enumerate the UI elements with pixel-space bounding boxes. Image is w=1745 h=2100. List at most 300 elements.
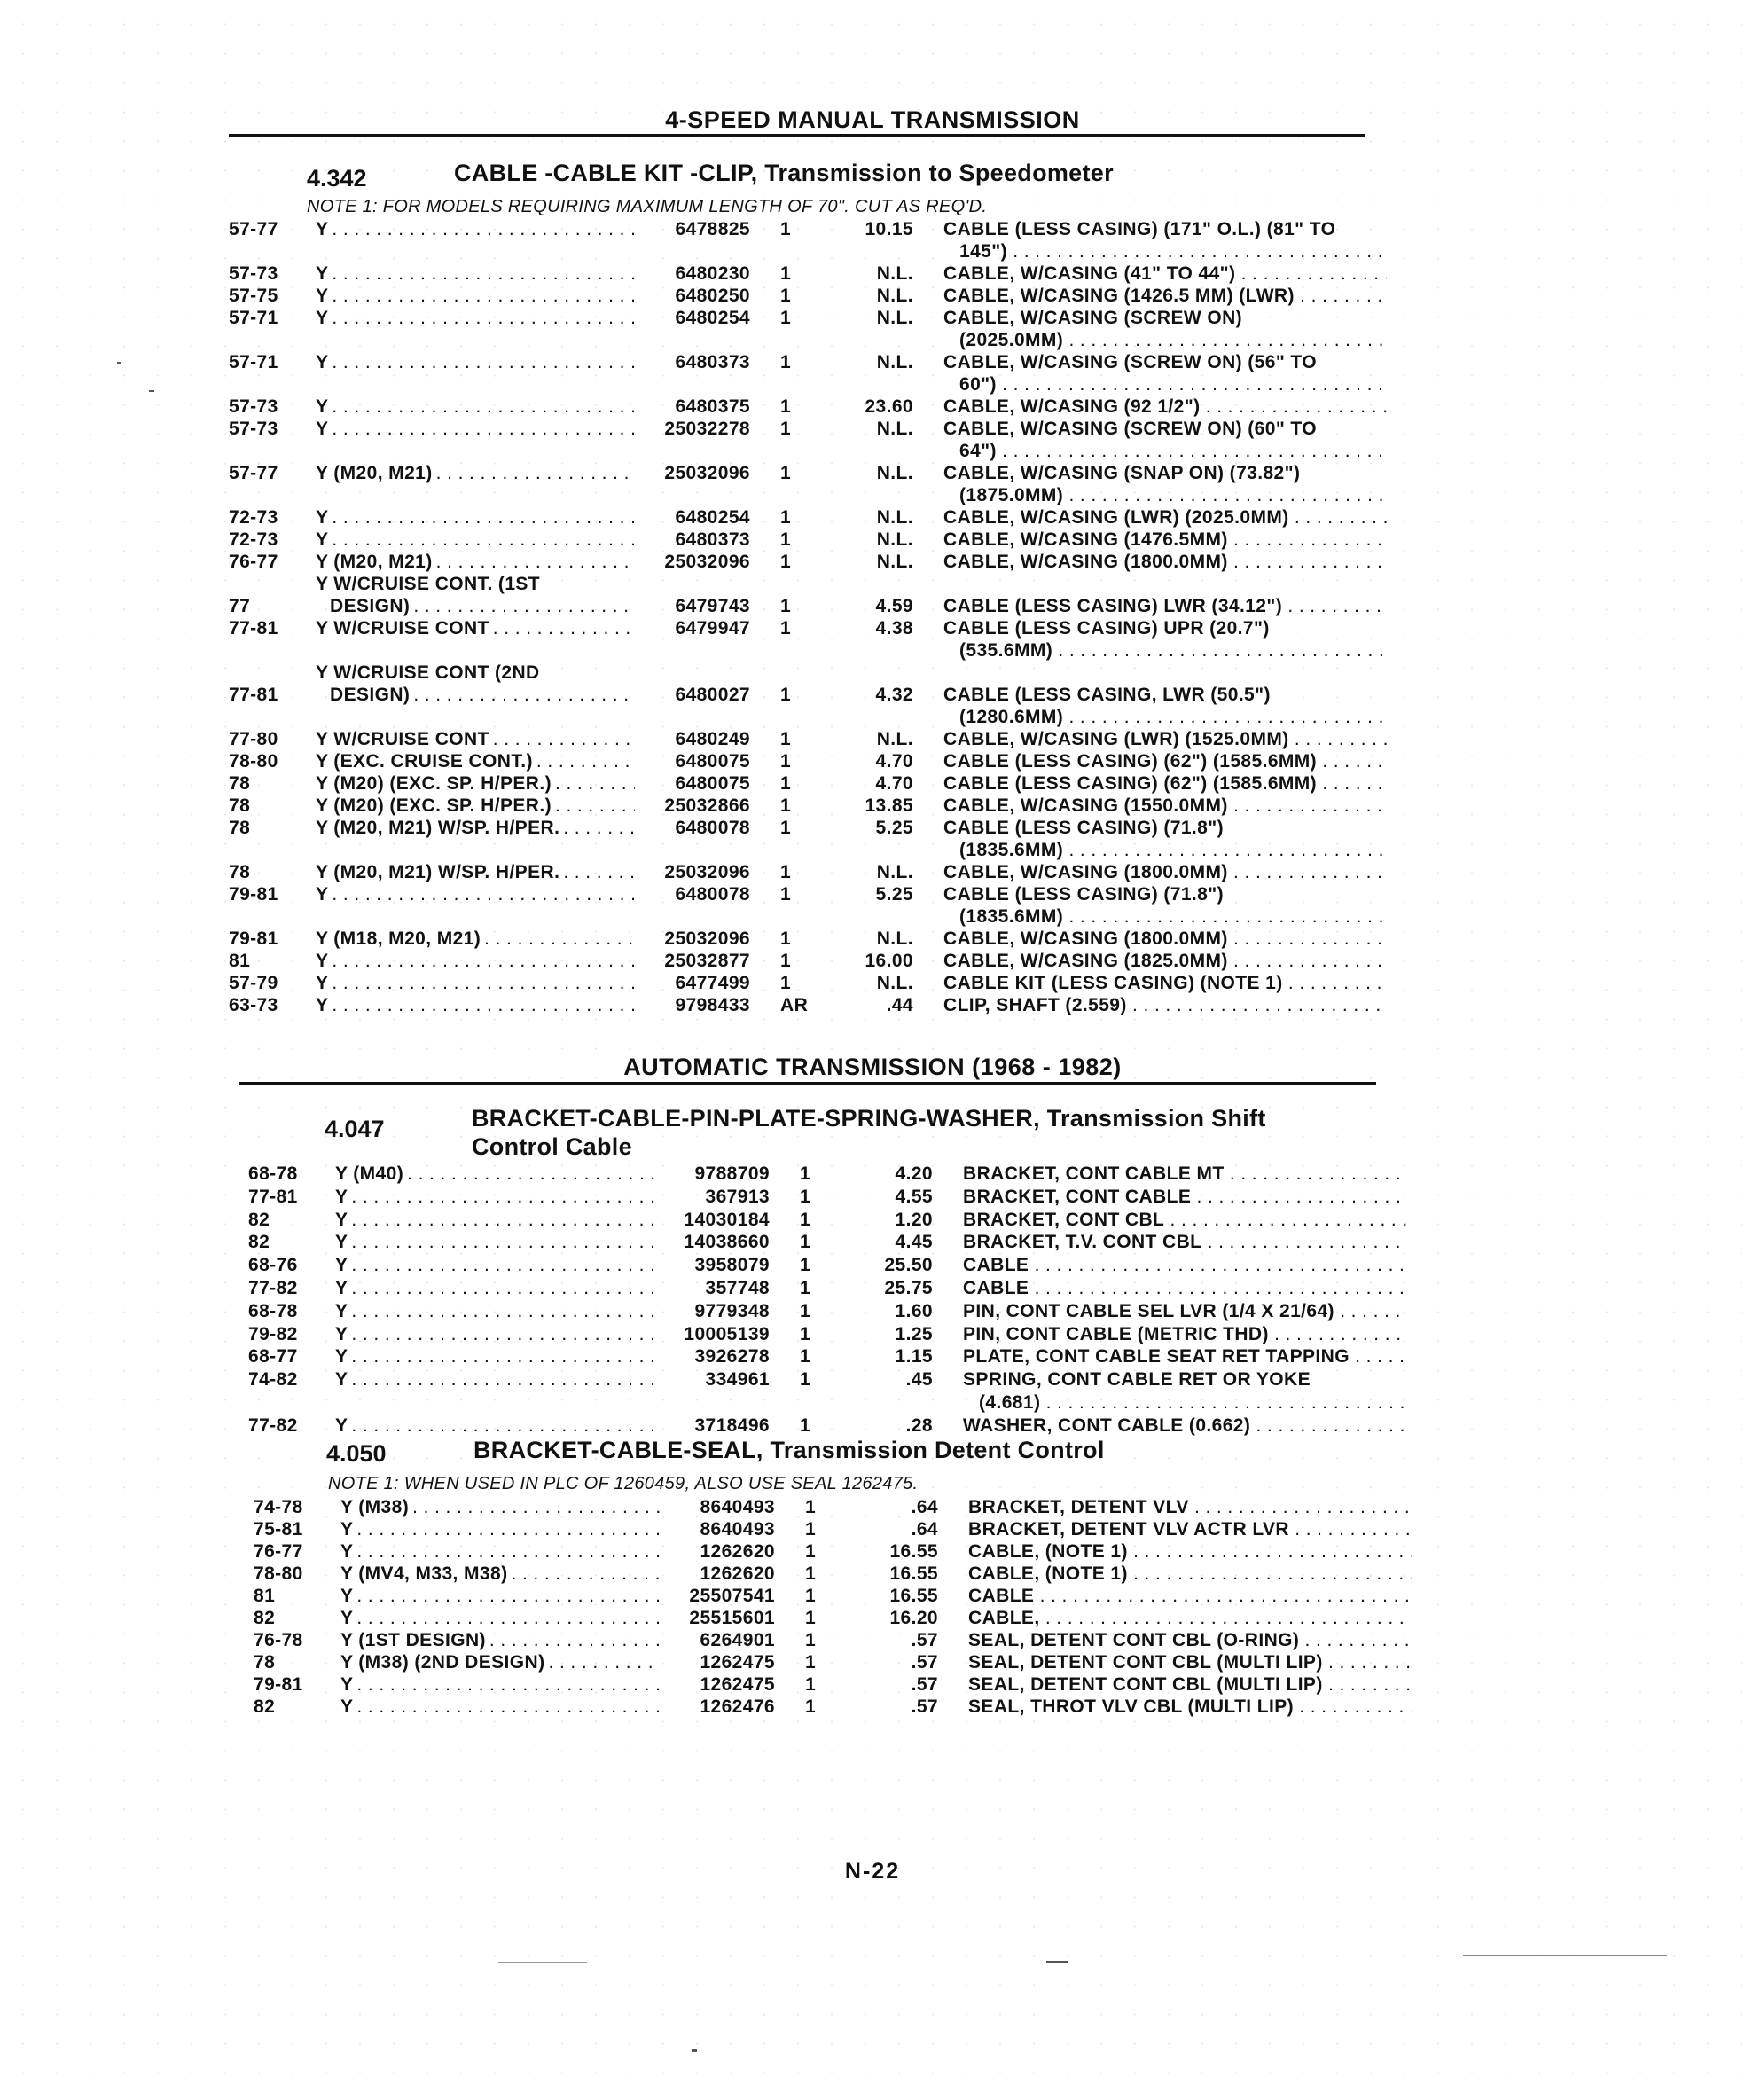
quantity: 1 bbox=[780, 773, 792, 794]
quantity: 1 bbox=[780, 618, 792, 639]
application bbox=[316, 929, 635, 950]
application bbox=[340, 1696, 660, 1718]
subsection-number-4342: 4.342 bbox=[307, 165, 367, 192]
description: CABLE, (NOTE 1) . . . bbox=[968, 1541, 1412, 1563]
table-row bbox=[0, 1301, 1745, 1324]
description: BRACKET, CONT CABLE MT . . . bbox=[963, 1164, 1406, 1185]
part-number: 25032877 bbox=[664, 951, 750, 971]
part-number: 6480250 bbox=[675, 286, 750, 306]
part-number: 1262475 bbox=[700, 1674, 775, 1695]
application-text: Y bbox=[340, 1586, 356, 1606]
part-number: 14038660 bbox=[684, 1232, 770, 1253]
page-number: N-22 bbox=[844, 1859, 901, 1884]
description: CABLE (LESS CASING) LWR (34.12") . . . bbox=[943, 596, 1387, 617]
year-range: 57-71 bbox=[229, 308, 278, 328]
description-cont: (1835.6MM) . . . bbox=[959, 840, 1387, 861]
subsection-title-4050: BRACKET-CABLE-SEAL, Transmission Detent Control bbox=[473, 1437, 1105, 1463]
part-number: 9779348 bbox=[694, 1300, 770, 1321]
application bbox=[316, 795, 635, 817]
application-text: Y bbox=[316, 973, 332, 993]
table-row bbox=[0, 1696, 1745, 1719]
application-text: Y bbox=[335, 1232, 351, 1252]
year-range: 78-80 bbox=[229, 751, 278, 772]
application-text: Y (MV4, M33, M38) bbox=[340, 1563, 511, 1584]
application bbox=[340, 1519, 660, 1540]
description: CABLE (LESS CASING, LWR (50.5") bbox=[943, 685, 1271, 705]
year-range: 81 bbox=[254, 1586, 276, 1606]
price: 1.15 bbox=[895, 1346, 933, 1367]
table-row bbox=[0, 1541, 1745, 1563]
year-range: 68-78 bbox=[248, 1300, 298, 1321]
price: 5.25 bbox=[875, 884, 913, 905]
description: CABLE, W/CASING (SCREW ON) (56" TO bbox=[943, 352, 1318, 372]
description: BRACKET, T.V. CONT CBL . . . bbox=[963, 1232, 1406, 1253]
table-row bbox=[0, 751, 1745, 773]
price: N.L. bbox=[876, 552, 913, 572]
part-number: 6480078 bbox=[675, 818, 750, 838]
subsection-number-4047: 4.047 bbox=[325, 1116, 385, 1142]
application bbox=[316, 751, 635, 772]
quantity: 1 bbox=[780, 263, 792, 284]
year-range: 77-80 bbox=[229, 729, 278, 749]
year-range: 79-81 bbox=[229, 884, 278, 905]
quantity: 1 bbox=[800, 1414, 811, 1436]
description: CABLE, W/CASING (1800.0MM) . . . bbox=[943, 929, 1387, 950]
application bbox=[335, 1255, 654, 1276]
application bbox=[335, 1324, 654, 1345]
application-text: Y bbox=[335, 1187, 351, 1207]
application-text: Y bbox=[340, 1696, 356, 1717]
year-range: 78-80 bbox=[254, 1563, 303, 1584]
quantity: 1 bbox=[805, 1608, 817, 1628]
price: .44 bbox=[886, 995, 913, 1015]
price: N.L. bbox=[876, 862, 913, 882]
application bbox=[316, 219, 635, 240]
application-text: Y (M20, M21) W/SP. H/PER. bbox=[316, 818, 563, 838]
application-text: Y W/CRUISE CONT (2ND bbox=[316, 662, 540, 683]
application bbox=[340, 1674, 660, 1696]
price: 1.60 bbox=[895, 1300, 933, 1321]
application-text: Y (EXC. CRUISE CONT.) bbox=[316, 751, 536, 772]
part-number: 6480249 bbox=[675, 729, 750, 749]
application-text: Y bbox=[316, 352, 332, 372]
table-row bbox=[0, 929, 1745, 951]
year-range: 76-78 bbox=[254, 1630, 303, 1650]
table-row bbox=[0, 1164, 1745, 1187]
quantity: 1 bbox=[780, 507, 792, 528]
description: CABLE (LESS CASING) (71.8") bbox=[943, 884, 1224, 905]
quantity: 1 bbox=[780, 729, 792, 749]
application-text: Y (M38) (2ND DESIGN) bbox=[340, 1652, 548, 1673]
table-row bbox=[0, 1415, 1745, 1438]
description: CABLE . . . bbox=[963, 1278, 1406, 1299]
part-number: 25032866 bbox=[664, 795, 750, 816]
application-text: Y (M20) (EXC. SP. H/PER.) bbox=[316, 773, 555, 794]
quantity: 1 bbox=[805, 1563, 817, 1584]
application-text: Y bbox=[335, 1324, 351, 1344]
table-row bbox=[0, 1346, 1745, 1369]
description: PLATE, CONT CABLE SEAT RET TAPPING . . . bbox=[963, 1346, 1406, 1367]
section-rule-manual bbox=[229, 134, 1365, 137]
description: BRACKET, CONT CBL . . . bbox=[963, 1210, 1406, 1231]
part-number: 3926278 bbox=[694, 1346, 770, 1367]
year-range: 77-81 bbox=[229, 618, 278, 639]
table-row bbox=[0, 1608, 1745, 1630]
table-row bbox=[0, 419, 1745, 461]
description: CABLE, W/CASING (1800.0MM) . . . bbox=[943, 552, 1387, 573]
description-cont: 60") . . . bbox=[959, 374, 1387, 396]
application bbox=[316, 618, 635, 639]
table-row bbox=[0, 884, 1745, 927]
application-text: Y bbox=[316, 419, 332, 439]
price: 1.25 bbox=[895, 1323, 933, 1344]
quantity: 1 bbox=[800, 1278, 811, 1298]
application-text: Y (1ST DESIGN) bbox=[340, 1630, 489, 1650]
application-text: Y (M20, M21) W/SP. H/PER. bbox=[316, 862, 563, 882]
scan-speck bbox=[1046, 1961, 1068, 1963]
table-row bbox=[0, 1232, 1745, 1255]
application-text: Y bbox=[335, 1369, 351, 1390]
price: .64 bbox=[911, 1519, 938, 1540]
subsection-title-4047: BRACKET-CABLE-PIN-PLATE-SPRING-WASHER, Transmission Shift bbox=[472, 1105, 1266, 1132]
year-range: 78 bbox=[229, 773, 251, 794]
price: N.L. bbox=[876, 973, 913, 993]
application-text: Y (M20, M21) bbox=[316, 463, 436, 483]
year-range: 77 bbox=[229, 596, 251, 616]
price: N.L. bbox=[876, 308, 913, 328]
year-range: 63-73 bbox=[229, 995, 278, 1015]
description: CABLE (LESS CASING) (62") (1585.6MM) . . . bbox=[943, 751, 1387, 772]
part-number: 6480075 bbox=[675, 751, 750, 772]
table-row bbox=[0, 1674, 1745, 1696]
table-row bbox=[0, 552, 1745, 574]
application bbox=[335, 1210, 654, 1231]
year-range: 57-73 bbox=[229, 263, 278, 284]
description: BRACKET, DETENT VLV ACTR LVR . . . bbox=[968, 1519, 1412, 1540]
quantity: 1 bbox=[805, 1652, 817, 1673]
table-row bbox=[0, 773, 1745, 795]
part-number: 1262475 bbox=[700, 1652, 775, 1673]
application-text: Y bbox=[316, 884, 332, 905]
application bbox=[335, 1278, 654, 1299]
application-cont-text: DESIGN) bbox=[330, 596, 413, 616]
application bbox=[316, 862, 635, 883]
application-text: Y bbox=[316, 507, 332, 528]
application bbox=[335, 1232, 654, 1253]
application bbox=[316, 529, 635, 551]
quantity: AR bbox=[780, 995, 809, 1015]
price: 10.15 bbox=[865, 219, 913, 239]
price: .45 bbox=[905, 1369, 933, 1391]
price: 4.55 bbox=[895, 1186, 933, 1207]
price: 4.45 bbox=[895, 1232, 933, 1253]
table-row bbox=[0, 862, 1745, 884]
quantity: 1 bbox=[780, 973, 792, 993]
table-row bbox=[0, 1255, 1745, 1278]
year-range: 78 bbox=[229, 795, 251, 816]
description: SEAL, DETENT CONT CBL (MULTI LIP) . . . bbox=[968, 1652, 1412, 1673]
part-number: 6480373 bbox=[675, 529, 750, 550]
subsection-title-4047-cont: Control Cable bbox=[472, 1133, 632, 1160]
quantity: 1 bbox=[780, 751, 792, 772]
application bbox=[316, 662, 635, 684]
scan-speck bbox=[692, 2049, 697, 2052]
year-range: 74-82 bbox=[248, 1369, 298, 1391]
part-number: 25032278 bbox=[664, 419, 750, 439]
description: CABLE, W/CASING (92 1/2") . . . bbox=[943, 396, 1387, 418]
part-number: 25032096 bbox=[664, 929, 750, 949]
quantity: 1 bbox=[780, 884, 792, 905]
year-range: 76-77 bbox=[229, 552, 278, 572]
table-row bbox=[0, 729, 1745, 751]
application bbox=[316, 419, 635, 440]
application-cont-text: DESIGN) bbox=[330, 685, 413, 705]
year-range: 82 bbox=[254, 1696, 276, 1717]
application-text: Y (M20, M21) bbox=[316, 552, 436, 572]
table-row bbox=[0, 1187, 1745, 1210]
quantity: 1 bbox=[800, 1300, 811, 1321]
description: SEAL, THROT VLV CBL (MULTI LIP) . . . bbox=[968, 1696, 1412, 1718]
price: 4.32 bbox=[875, 685, 913, 705]
application bbox=[340, 1652, 660, 1673]
year-range: 57-77 bbox=[229, 463, 278, 483]
part-number: 25032096 bbox=[664, 463, 750, 483]
price: 4.70 bbox=[875, 773, 913, 794]
price: .57 bbox=[911, 1696, 938, 1717]
application-text: Y W/CRUISE CONT bbox=[316, 618, 493, 639]
description: CABLE, . . . bbox=[968, 1608, 1412, 1629]
year-range: 77-81 bbox=[248, 1186, 298, 1207]
price: .57 bbox=[911, 1630, 938, 1650]
year-range: 57-77 bbox=[229, 219, 278, 239]
application bbox=[316, 818, 635, 839]
description-cont: (1875.0MM) . . . bbox=[959, 485, 1387, 506]
application-text: Y bbox=[316, 396, 332, 417]
table-row bbox=[0, 1563, 1745, 1586]
price: 4.20 bbox=[895, 1164, 933, 1184]
part-number: 6480075 bbox=[675, 773, 750, 794]
application-text: Y bbox=[316, 995, 332, 1015]
price: 16.55 bbox=[889, 1541, 938, 1562]
part-number: 6479743 bbox=[675, 596, 750, 616]
description: CLIP, SHAFT (2.559) . . . bbox=[943, 995, 1387, 1016]
year-range: 79-82 bbox=[248, 1323, 298, 1344]
year-range: 76-77 bbox=[254, 1541, 303, 1562]
subsection-number-4050: 4.050 bbox=[326, 1440, 387, 1467]
application-cont bbox=[330, 685, 633, 706]
price: N.L. bbox=[876, 507, 913, 528]
quantity: 1 bbox=[805, 1541, 817, 1562]
table-row bbox=[0, 995, 1745, 1017]
table-row bbox=[0, 973, 1745, 995]
year-range: 57-79 bbox=[229, 973, 278, 993]
part-number: 334961 bbox=[705, 1369, 770, 1391]
year-range: 68-77 bbox=[248, 1346, 298, 1367]
application bbox=[340, 1563, 660, 1585]
year-range: 72-73 bbox=[229, 529, 278, 550]
part-number: 6480230 bbox=[675, 263, 750, 284]
quantity: 1 bbox=[800, 1346, 811, 1367]
quantity: 1 bbox=[805, 1586, 817, 1606]
application bbox=[316, 308, 635, 329]
price: N.L. bbox=[876, 419, 913, 439]
year-range: 74-78 bbox=[254, 1497, 303, 1517]
price: 13.85 bbox=[865, 795, 913, 816]
description: CABLE, W/CASING (1476.5MM) . . . bbox=[943, 529, 1387, 551]
description-cont: (1835.6MM) . . . bbox=[959, 906, 1387, 928]
price: N.L. bbox=[876, 929, 913, 949]
section-heading-automatic: AUTOMATIC TRANSMISSION (1968 - 1982) bbox=[623, 1054, 1122, 1080]
description: CABLE (LESS CASING) UPR (20.7") bbox=[943, 618, 1270, 639]
part-number: 6264901 bbox=[700, 1630, 775, 1650]
quantity: 1 bbox=[780, 396, 792, 417]
scan-speck bbox=[1463, 1955, 1667, 1956]
application bbox=[316, 286, 635, 307]
part-number: 10005139 bbox=[684, 1323, 770, 1344]
part-number: 6480254 bbox=[675, 507, 750, 528]
table-row bbox=[0, 463, 1745, 505]
price: N.L. bbox=[876, 263, 913, 284]
application-text: Y bbox=[316, 286, 332, 306]
application bbox=[316, 729, 635, 750]
year-range: 57-73 bbox=[229, 396, 278, 417]
quantity: 1 bbox=[780, 286, 792, 306]
table-row bbox=[0, 507, 1745, 529]
part-number: 25032096 bbox=[664, 552, 750, 572]
price: 25.50 bbox=[884, 1255, 933, 1276]
application bbox=[340, 1497, 660, 1518]
table-row bbox=[0, 219, 1745, 262]
quantity: 1 bbox=[800, 1369, 811, 1391]
application bbox=[335, 1301, 654, 1322]
application bbox=[340, 1586, 660, 1607]
description: WASHER, CONT CABLE (0.662) . . . bbox=[963, 1415, 1406, 1437]
description: CABLE, W/CASING (LWR) (2025.0MM) . . . bbox=[943, 507, 1387, 529]
application-text: Y W/CRUISE CONT. (1ST bbox=[316, 574, 541, 594]
quantity: 1 bbox=[800, 1164, 811, 1184]
quantity: 1 bbox=[780, 951, 792, 971]
year-range: 75-81 bbox=[254, 1519, 303, 1540]
description: CABLE . . . bbox=[968, 1586, 1412, 1607]
description: CABLE (LESS CASING) (62") (1585.6MM) . . . bbox=[943, 773, 1387, 795]
application-text: Y (M20) (EXC. SP. H/PER.) bbox=[316, 795, 555, 816]
year-range: 57-71 bbox=[229, 352, 278, 372]
quantity: 1 bbox=[780, 529, 792, 550]
application-text: Y bbox=[316, 263, 332, 284]
price: .64 bbox=[911, 1497, 938, 1517]
description: PIN, CONT CABLE SEL LVR (1/4 X 21/64) . . . bbox=[963, 1301, 1406, 1322]
year-range: 78 bbox=[229, 862, 251, 882]
quantity: 1 bbox=[800, 1232, 811, 1253]
application bbox=[340, 1630, 660, 1651]
description: CABLE, W/CASING (1426.5 MM) (LWR) . . . bbox=[943, 286, 1387, 307]
part-number: 6480375 bbox=[675, 396, 750, 417]
description-cont: (1280.6MM) . . . bbox=[959, 707, 1387, 728]
year-range: 77-82 bbox=[248, 1414, 298, 1436]
part-number: 1262620 bbox=[700, 1541, 775, 1562]
quantity: 1 bbox=[780, 463, 792, 483]
application bbox=[316, 973, 635, 994]
quantity: 1 bbox=[800, 1255, 811, 1276]
part-number: 8640493 bbox=[700, 1519, 775, 1540]
description-cont: 64") . . . bbox=[959, 441, 1387, 462]
table-row bbox=[0, 396, 1745, 419]
application-text: Y (M40) bbox=[335, 1164, 407, 1184]
quantity: 1 bbox=[805, 1696, 817, 1717]
application-text: Y bbox=[340, 1608, 356, 1628]
year-range: 82 bbox=[248, 1209, 270, 1230]
application bbox=[316, 574, 635, 595]
table-row bbox=[0, 1497, 1745, 1519]
part-number: 6477499 bbox=[675, 973, 750, 993]
price: N.L. bbox=[876, 529, 913, 550]
quantity: 1 bbox=[800, 1323, 811, 1344]
description: PIN, CONT CABLE (METRIC THD) . . . bbox=[963, 1324, 1406, 1345]
quantity: 1 bbox=[800, 1209, 811, 1230]
table-row bbox=[0, 1519, 1745, 1541]
table-row bbox=[0, 1630, 1745, 1652]
application-text: Y bbox=[335, 1301, 351, 1321]
application bbox=[316, 995, 635, 1016]
subsection-note-4050: NOTE 1: WHEN USED IN PLC OF 1260459, ALSO USE SEAL 1262475. bbox=[328, 1474, 919, 1493]
description-cont: (4.681) . . . bbox=[979, 1392, 1406, 1414]
table-row bbox=[0, 951, 1745, 973]
table-row bbox=[0, 1210, 1745, 1233]
price: 4.59 bbox=[875, 596, 913, 616]
application-text: Y (M18, M20, M21) bbox=[316, 929, 484, 949]
year-range: 57-73 bbox=[229, 419, 278, 439]
scan-speck bbox=[498, 1962, 587, 1963]
table-row bbox=[0, 1369, 1745, 1413]
quantity: 1 bbox=[780, 419, 792, 439]
part-number: 3718496 bbox=[694, 1414, 770, 1436]
application bbox=[335, 1164, 654, 1185]
application bbox=[316, 552, 635, 573]
section-rule-automatic bbox=[239, 1082, 1376, 1085]
year-range: 81 bbox=[229, 951, 251, 971]
quantity: 1 bbox=[805, 1674, 817, 1695]
application-text: Y bbox=[316, 951, 332, 971]
table-row bbox=[0, 662, 1745, 727]
quantity: 1 bbox=[780, 818, 792, 838]
application bbox=[335, 1187, 654, 1208]
price: 23.60 bbox=[865, 396, 913, 417]
quantity: 1 bbox=[780, 685, 792, 705]
description: CABLE (LESS CASING) (171" O.L.) (81" TO bbox=[943, 219, 1336, 239]
part-number: 6478825 bbox=[675, 219, 750, 239]
price: .57 bbox=[911, 1674, 938, 1695]
year-range: 78 bbox=[229, 818, 251, 838]
description-cont: (535.6MM) . . . bbox=[959, 640, 1387, 662]
quantity: 1 bbox=[800, 1186, 811, 1207]
price: N.L. bbox=[876, 352, 913, 372]
table-row bbox=[0, 286, 1745, 308]
description: CABLE, W/CASING (LWR) (1525.0MM) . . . bbox=[943, 729, 1387, 750]
application-text: Y bbox=[340, 1541, 356, 1562]
quantity: 1 bbox=[780, 596, 792, 616]
part-number: 6480027 bbox=[675, 685, 750, 705]
description: SEAL, DETENT CONT CBL (MULTI LIP) . . . bbox=[968, 1674, 1412, 1696]
application bbox=[316, 507, 635, 529]
table-row bbox=[0, 263, 1745, 286]
description: SPRING, CONT CABLE RET OR YOKE bbox=[963, 1369, 1311, 1391]
price: .28 bbox=[905, 1414, 933, 1436]
application bbox=[335, 1346, 654, 1367]
description-cont: (2025.0MM) . . . bbox=[959, 330, 1387, 351]
price: .57 bbox=[911, 1652, 938, 1673]
quantity: 1 bbox=[805, 1519, 817, 1540]
table-row bbox=[0, 574, 1745, 616]
